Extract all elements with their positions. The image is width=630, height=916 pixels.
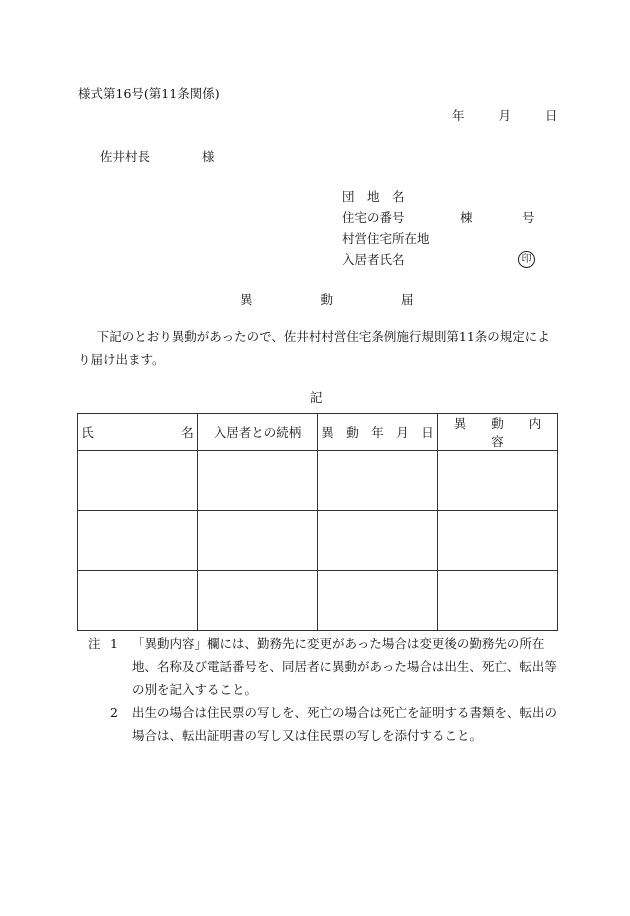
ki-heading: 記 (310, 390, 323, 405)
note-number: 2 (110, 705, 118, 720)
table-cell[interactable] (78, 571, 198, 631)
table-cell[interactable] (198, 571, 318, 631)
number-unit: 号 (522, 210, 535, 225)
table-cell[interactable] (198, 511, 318, 571)
addressee-name: 佐井村長 (100, 149, 151, 164)
house-number-label: 住宅の番号 (342, 210, 405, 225)
note-item (88, 701, 568, 747)
notes-label: 注 (88, 636, 101, 651)
header-name: 氏 名 (78, 414, 198, 451)
header-date: 異 動 年 月 日 (318, 414, 438, 451)
resident-label: 入居者氏名 (342, 252, 405, 267)
table-header-row (78, 414, 558, 451)
body-text: 下記のとおり異動があったので、佐井村村営住宅条例施行規則第11条の規定により届け出ます。 (78, 329, 550, 367)
table-cell[interactable] (318, 571, 438, 631)
addressee (100, 147, 215, 165)
form-number: 様式第16号(第11条関係) (78, 86, 220, 101)
table-cell[interactable] (198, 451, 318, 511)
addressee-honorific: 様 (202, 149, 215, 164)
table-cell[interactable] (438, 511, 558, 571)
table-cell[interactable] (318, 451, 438, 511)
table-cell[interactable] (438, 571, 558, 631)
table-cell[interactable] (318, 511, 438, 571)
seal-mark: 印 (518, 251, 535, 268)
note-item (88, 632, 568, 701)
change-table (77, 413, 567, 631)
table-cell[interactable] (78, 451, 198, 511)
table-row (78, 451, 558, 511)
applicant-block (342, 186, 535, 270)
date-line (452, 106, 557, 124)
note-text: 出生の場合は住民票の写しを、死亡の場合は死亡を証明する書類を、転出の場合は、転出証明書の写し又は住民票の写しを添付すること。 (132, 705, 558, 743)
header-relationship: 入居者との続柄 (198, 414, 318, 451)
table-cell[interactable] (438, 451, 558, 511)
table-cell[interactable] (78, 511, 198, 571)
table-row (78, 511, 558, 571)
date-year: 年 (452, 108, 465, 123)
header-content: 異 動 内 容 (438, 414, 558, 451)
title-char-1: 異 (240, 292, 253, 307)
date-month: 月 (498, 108, 511, 123)
note-number: 1 (110, 636, 118, 651)
table-row (78, 571, 558, 631)
danchi-label: 団 地 名 (342, 189, 405, 204)
location-label: 村営住宅所在地 (342, 231, 430, 246)
date-day: 日 (544, 108, 558, 123)
title-char-2: 動 (320, 292, 333, 307)
note-text: 「異動内容」欄には、勤務先に変更があった場合は変更後の勤務先の所在地、名称及び電話番号を、同居者に異動があった場合は出生、死亡、転出等の別を記入すること。 (132, 636, 557, 697)
title-char-3: 届 (400, 292, 414, 307)
document-title (240, 290, 413, 308)
building-unit: 棟 (460, 210, 473, 225)
notes (88, 632, 568, 747)
